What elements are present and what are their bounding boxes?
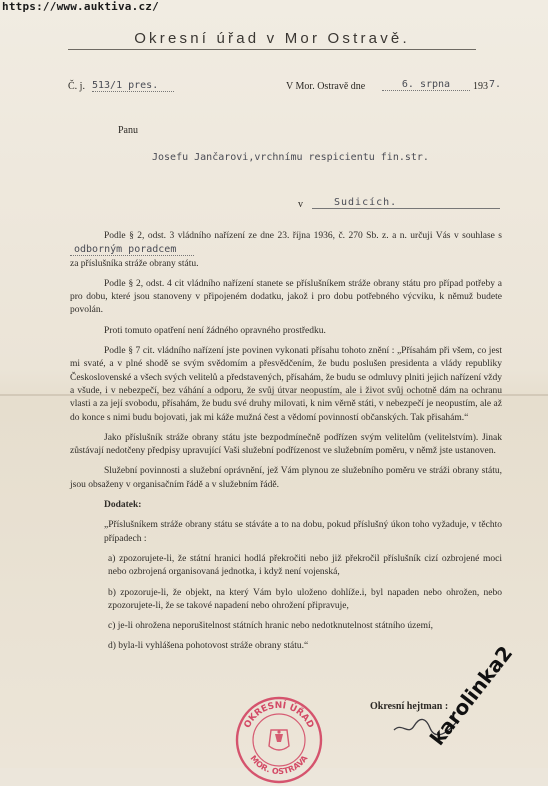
addressee-location: Sudicích.	[312, 197, 500, 209]
stamp-emblem-icon	[269, 730, 289, 750]
paragraph-oath	[70, 345, 502, 425]
letter-body	[70, 230, 502, 661]
stamp-top-text: OKRESNÍ ÚŘAD	[242, 700, 316, 730]
dodatek-item-b: b) zpozoruje-li, že objekt, na který Vám bylo uloženo dohlíže.i, byl napaden nebo ohrožen, nebo zpozorujete-li, že se takové napadení nebo ohrožení připravuje,	[108, 587, 502, 611]
dodatek-item-a: a) zpozorujete-li, že státní hranici hodlá překročiti nebo již překročil příslušník cizí ozbrojené moci nebo ozbrojená organisovaná jednotka, i když není vojenská,	[108, 553, 502, 578]
signature-label: Okresní hejtman :	[370, 701, 449, 712]
place-date-label: V Mor. Ostravě dne	[286, 81, 366, 92]
office-header: Okresní úřad v Mor Ostravě.	[68, 30, 476, 50]
appointment-text-a: Podle § 2, odst. 3 vládního nařízení ze dne 23. října 1936, č. 270 Sb. z. a n. určuji Vás v souhlase s	[104, 231, 502, 241]
dodatek-intro: „Příslušníkem stráže obrany státu se stáváte a to na dobu, pokud příslušný úkon toho vyžaduje, v těchto případech :	[104, 520, 502, 544]
paragraph-duties: Služební povinnosti a služební oprávnění, jež Vám plynou ze služebního poměru ve stráži obrany státu, jsou obsaženy v organisačním řádě a v služebním řádě.	[70, 466, 502, 490]
overlay-watermark: karolinka2	[425, 641, 518, 750]
paragraph-subordination: Jako příslušník stráže obrany státu jste bezpodmínečně podřízen svým velitelům (velitelstvím). Jinak zůstávají nedotčeny předpisy upravující Vaši služební podřízenost ve služebním poměru, v němž jste ustanoven.	[70, 432, 502, 457]
watermark-url: https://www.auktiva.cz/	[2, 0, 159, 13]
paragraph-appointment	[70, 230, 502, 271]
year-suffix: 7.	[489, 79, 502, 90]
salutation: Panu	[118, 125, 138, 136]
ref-number: 513/1 pres.	[92, 80, 174, 92]
office-stamp	[233, 694, 325, 786]
paragraph-duty: Podle § 2, odst. 4 cit vládního nařízení stanete se příslušníkem stráže obrany státu pro případ potřeby a pro dobu, které jsou stanoveny v připojeném dodatku, jakož i pro dobu potřebného výcviku, k němuž budete povolán.	[70, 278, 502, 316]
paragraph-no-appeal: Proti tomuto opatření není žádného opravného prostředku.	[104, 325, 326, 336]
appointment-text-b: za příslušníka stráže obrany státu.	[70, 258, 199, 269]
addressee-name: Josefu Jančarovi,vrchnímu respicientu fin.str.	[152, 152, 429, 163]
stamp-bottom-text: MOR. OSTRAVA	[248, 753, 310, 777]
dodatek-item-d: d) byla-li vyhlášena pohotovost stráže obrany státu.“	[108, 641, 309, 652]
year-prefix: 193	[473, 81, 488, 92]
ref-label: Č. j.	[68, 81, 85, 92]
appointment-role: odborným poradcem	[70, 244, 194, 256]
svg-text:MOR. OSTRAVA	[248, 753, 310, 776]
location-prefix: v	[298, 199, 303, 210]
dodatek-title: Dodatek:	[104, 500, 142, 511]
oath-intro: Podle § 7 cit. vládního nařízení jste povinen vykonati přísahu tohoto znění :	[104, 346, 395, 357]
oath-text: „Přísahám při všem, co jest mi svaté, a v plné shodě se svým svědomím a přesvědčením, že budu poslušen presidenta a vlády republiky Československé a všech svých velitelů a představených, přísahám, že budu se odmluvy plniti jejich nařízení vždy a všude, i v nebezpečí, bez váhání a odporu, že svůj útvar neopustím, ale i život svůj ochotně dám na ochranu vlasti a za její svobodu, přísahám, že budu své druhy milovati, k nim věrně státi, v nebezpečí je neopustím, ale až do konce s nimi budu bojovati, jak mi káže mužná čest a vědomí povinností občanských. Tak přisahám.“	[70, 346, 503, 423]
date-value: 6. srpna	[382, 79, 470, 91]
dodatek-item-c: c) je-li ohrožena neporušitelnost státních hranic nebo nedotknutelnost státního území,	[108, 621, 434, 632]
